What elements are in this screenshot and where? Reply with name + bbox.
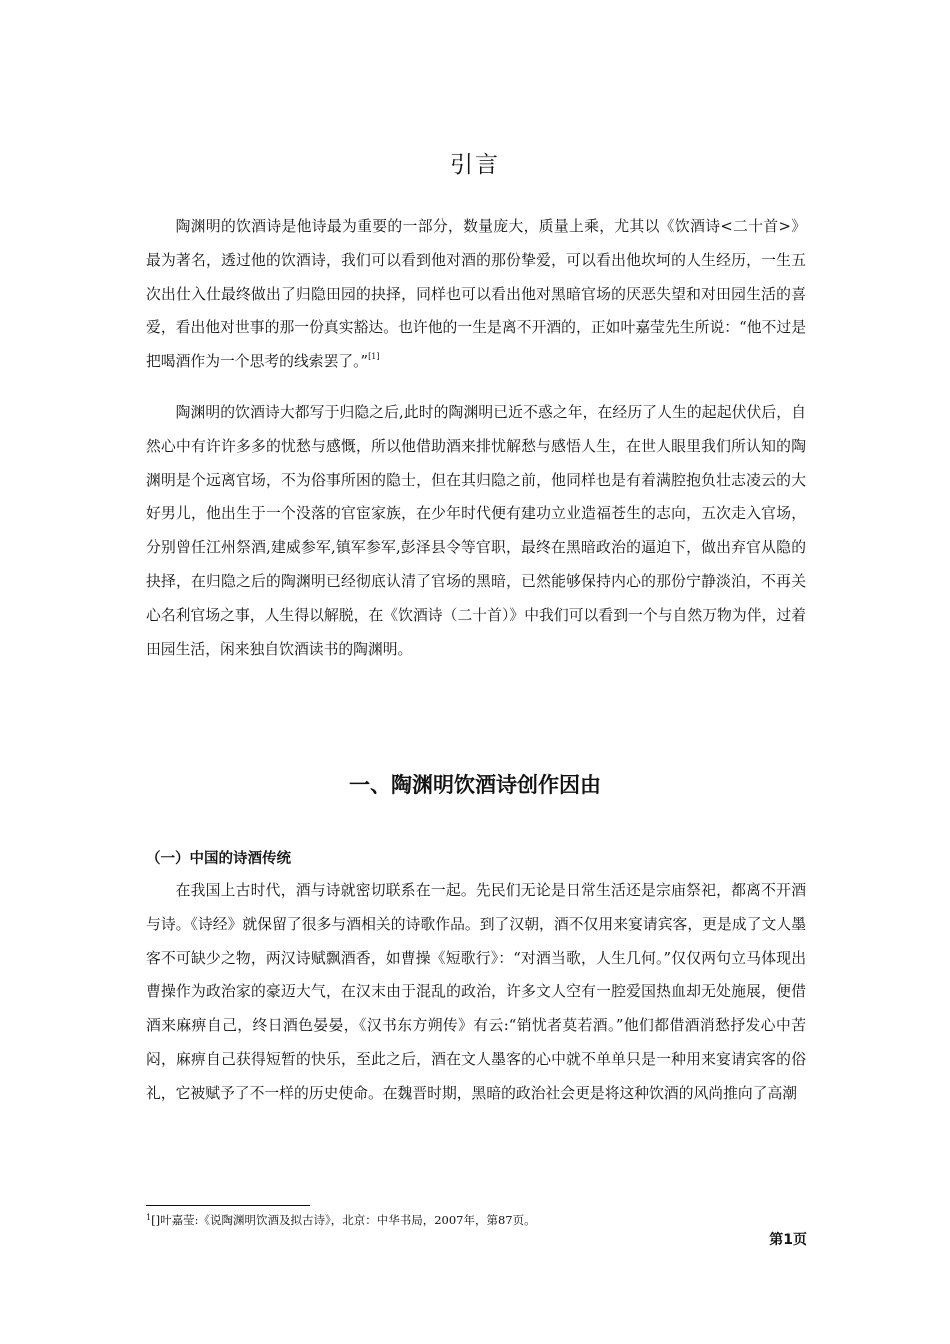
footnote-marker: 1 <box>146 1213 152 1222</box>
footnote-divider <box>146 1205 310 1206</box>
intro-paragraph-1 <box>146 210 806 379</box>
footnote-reference[interactable]: [1] <box>368 352 380 362</box>
section-paragraph-1: 在我国上古时代，酒与诗就密切联系在一起。先民们无论是日常生活还是宗庙祭祀，都离不开酒与诗。《诗经》就保留了很多与酒相关的诗歌作品。到了汉朝，酒不仅用来宴请宾客，更是成了文人墨客不可缺少之物，两汉诗赋飘酒香，如曹操《短歌行》：“对酒当歌，人生几何。”仅仅两句立马体现出曹操作为政治家的豪迈大气，在汉末由于混乱的政治，许多文人空有一腔爱国热血却无处施展，便借酒来麻痹自己，终日酒色晏晏，《汉书东方朔传》有云:“销忧者莫若酒。”他们都借酒消愁抒发心中苦闷，麻痹自己获得短暂的快乐，至此之后，酒在文人墨客的心中就不单单只是一种用来宴请宾客的俗礼，它被赋予了不一样的历史使命。在魏晋时期，黑暗的政治社会更是将这种饮酒的风尚推向了高潮 <box>146 882 806 1102</box>
intro-paragraph-1-text: 陶渊明的饮酒诗是他诗最为重要的一部分，数量庞大，质量上乘，尤其以《饮酒诗<二十首>》最为著名，透过他的饮酒诗，我们可以看到他对酒的那份挚爱，可以看出他坎坷的人生经历，一生五次出仕入仕最终做出了归隐田园的抉择，同样也可以看出他对黑暗官场的厌恶失望和对田园生活的喜爱，看出他对世事的那一份真实豁达。也许他的一生是离不开酒的，正如叶嘉莹先生所说：“他不过是把喝酒作为一个思考的线索罢了。” <box>146 218 806 371</box>
intro-paragraph-2: 陶渊明的饮酒诗大都写于归隐之后,此时的陶渊明已近不惑之年，在经历了人生的起起伏伏后，自然心中有许许多多的忧愁与感慨，所以他借助酒来排忧解愁与感悟人生，在世人眼里我们所认知的陶渊明是个远离官场，不为俗事所困的隐士，但在其归隐之前，他同样也是有着满腔抱负壮志凌云的大好男儿，他出生于一个没落的官宦家族，在少年时代便有建功立业造福苍生的志向，五次走入官场，分别曾任江州祭酒,建威参军,镇军参军,彭泽县令等官职，最终在黑暗政治的逼迫下，做出弃官从隐的抉择，在归隐之后的陶渊明已经彻底认清了官场的黑暗，已然能够保持内心的那份宁静淡泊，不再关心名利官场之事，人生得以解脱，在《饮酒诗（二十首）》中我们可以看到一个与自然万物为伴，过着田园生活，闲来独自饮酒读书的陶渊明。 <box>146 404 806 658</box>
footnote-text: []叶嘉莹:《说陶渊明饮酒及拟古诗》，北京：中华书局，2007年，第87页。 <box>151 1213 536 1227</box>
page-title: 引言 <box>450 152 500 178</box>
footnote <box>146 1211 806 1229</box>
subsection-title: （一）中国的诗酒传统 <box>146 851 291 867</box>
section-title: 一、陶渊明饮酒诗创作因由 <box>349 773 601 797</box>
page-number: 第1页 <box>769 1232 807 1248</box>
